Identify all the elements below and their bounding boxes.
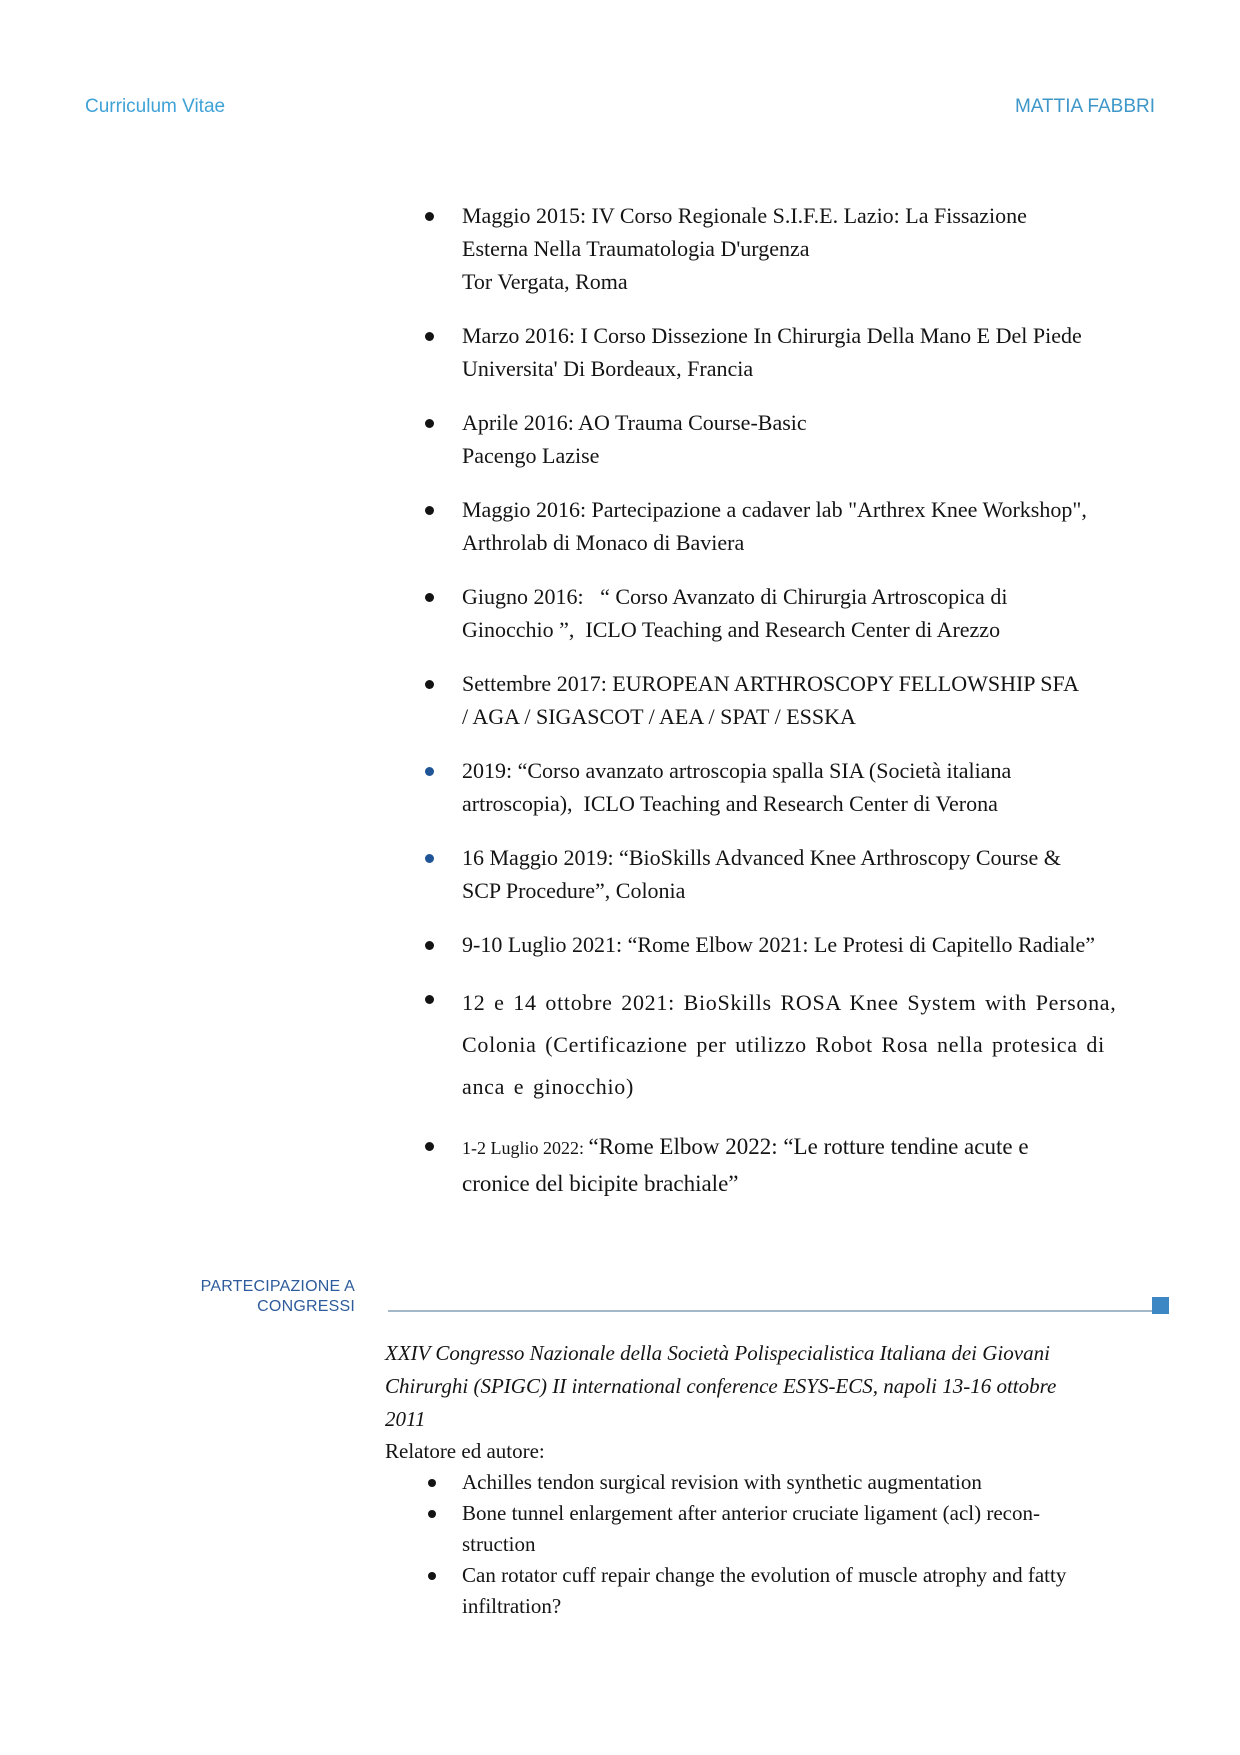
congress-item (385, 1498, 1175, 1560)
course-item (420, 667, 1180, 733)
course-item (420, 1129, 1180, 1202)
section-divider-rule (388, 1310, 1168, 1312)
course-text: Maggio 2015: IV Corso Regionale S.I.F.E. Lazio: La Fissazione Esterna Nella Traumatologia D'urgenza Tor Vergata, Roma (462, 203, 1027, 294)
text-segment: “Rome Elbow 2022: “Le rotture tendine acute e (588, 1134, 1029, 1159)
bullet-icon (385, 1560, 462, 1622)
bullet-icon (420, 982, 462, 1108)
course-item (420, 580, 1180, 646)
bullet-icon (385, 1498, 462, 1560)
bullet-icon (420, 667, 462, 733)
bullet-icon (385, 1467, 462, 1498)
course-item (420, 199, 1180, 298)
congress-section (385, 1337, 1175, 1622)
bullet-icon (420, 199, 462, 298)
section-label-line1: PARTECIPAZIONE A (200, 1278, 355, 1295)
course-text: Aprile 2016: AO Trauma Course-Basic Pacengo Lazise (462, 410, 807, 468)
course-text: Maggio 2016: Partecipazione a cadaver lab "Arthrex Knee Workshop", Arthrolab di Monaco di Baviera (462, 497, 1087, 555)
course-item (420, 406, 1180, 472)
course-text: 9-10 Luglio 2021: “Rome Elbow 2021: Le Protesi di Capitello Radiale” (462, 932, 1096, 957)
congress-item-text: Achilles tendon surgical revision with synthetic augmentation (462, 1470, 982, 1494)
course-item (420, 841, 1180, 907)
congress-items-list (385, 1467, 1175, 1622)
course-text: 16 Maggio 2019: “BioSkills Advanced Knee Arthroscopy Course & SCP Procedure”, Colonia (462, 845, 1061, 903)
course-text: 12 e 14 ottobre 2021: BioSkills ROSA Knee System with Persona, Colonia (Certificazione per utilizzo Robot Rosa nella protesica di anca e ginocchio) (462, 990, 1117, 1099)
section-label-partecipazione-congressi (150, 1277, 355, 1317)
congress-item-text: Bone tunnel enlargement after anterior cruciate ligament (acl) recon- struction (462, 1501, 1040, 1556)
congress-item (385, 1560, 1175, 1622)
congress-item-text: Can rotator cuff repair change the evolution of muscle atrophy and fatty infiltration? (462, 1563, 1067, 1618)
congress-title: XXIV Congresso Nazionale della Società Polispecialistica Italiana dei Giovani Chirurghi (SPIGC) II international conference ESYS-ECS, napoli 13-16 ottobre 2011 (385, 1341, 1057, 1431)
bullet-icon (420, 754, 462, 820)
header-author-name: MATTIA FABBRI (1014, 96, 1155, 117)
course-text: Settembre 2017: EUROPEAN ARTHROSCOPY FELLOWSHIP SFA / AGA / SIGASCOT / AEA / SPAT / ESSKA (462, 671, 1079, 729)
congress-role-label: Relatore ed autore: (385, 1439, 545, 1463)
course-item (420, 928, 1180, 961)
bullet-icon (420, 406, 462, 472)
bullet-icon (420, 319, 462, 385)
bullet-icon (420, 580, 462, 646)
bullet-icon (420, 841, 462, 907)
courses-list (420, 199, 1180, 1223)
course-text: Marzo 2016: I Corso Dissezione In Chirurgia Della Mano E Del Piede Universita' Di Bordeaux, Francia (462, 323, 1082, 381)
page-header (85, 96, 1155, 118)
course-item (420, 319, 1180, 385)
section-rule-square-marker (1152, 1297, 1169, 1314)
congress-item (385, 1467, 1175, 1498)
section-label-line2: CONGRESSI (257, 1298, 355, 1315)
course-text: 2019: “Corso avanzato artroscopia spalla SIA (Società italiana artroscopia), ICLO Teaching and Research Center di Verona (462, 758, 1012, 816)
text-segment: 1-2 Luglio 2022: (462, 1138, 589, 1158)
course-text: Giugno 2016: “ Corso Avanzato di Chirurgia Artroscopica di Ginocchio ”, ICLO Teaching and Research Center di Arezzo (462, 584, 1008, 642)
course-item (420, 754, 1180, 820)
bullet-icon (420, 928, 462, 961)
course-item (420, 982, 1180, 1108)
course-text: 1-2 Luglio 2022: “Rome Elbow 2022: “Le rotture tendine acute e cronice del bicipite brachiale” (462, 1134, 1029, 1196)
header-document-title: Curriculum Vitae (85, 96, 226, 117)
bullet-icon (420, 493, 462, 559)
course-item (420, 493, 1180, 559)
bullet-icon (420, 1129, 462, 1202)
